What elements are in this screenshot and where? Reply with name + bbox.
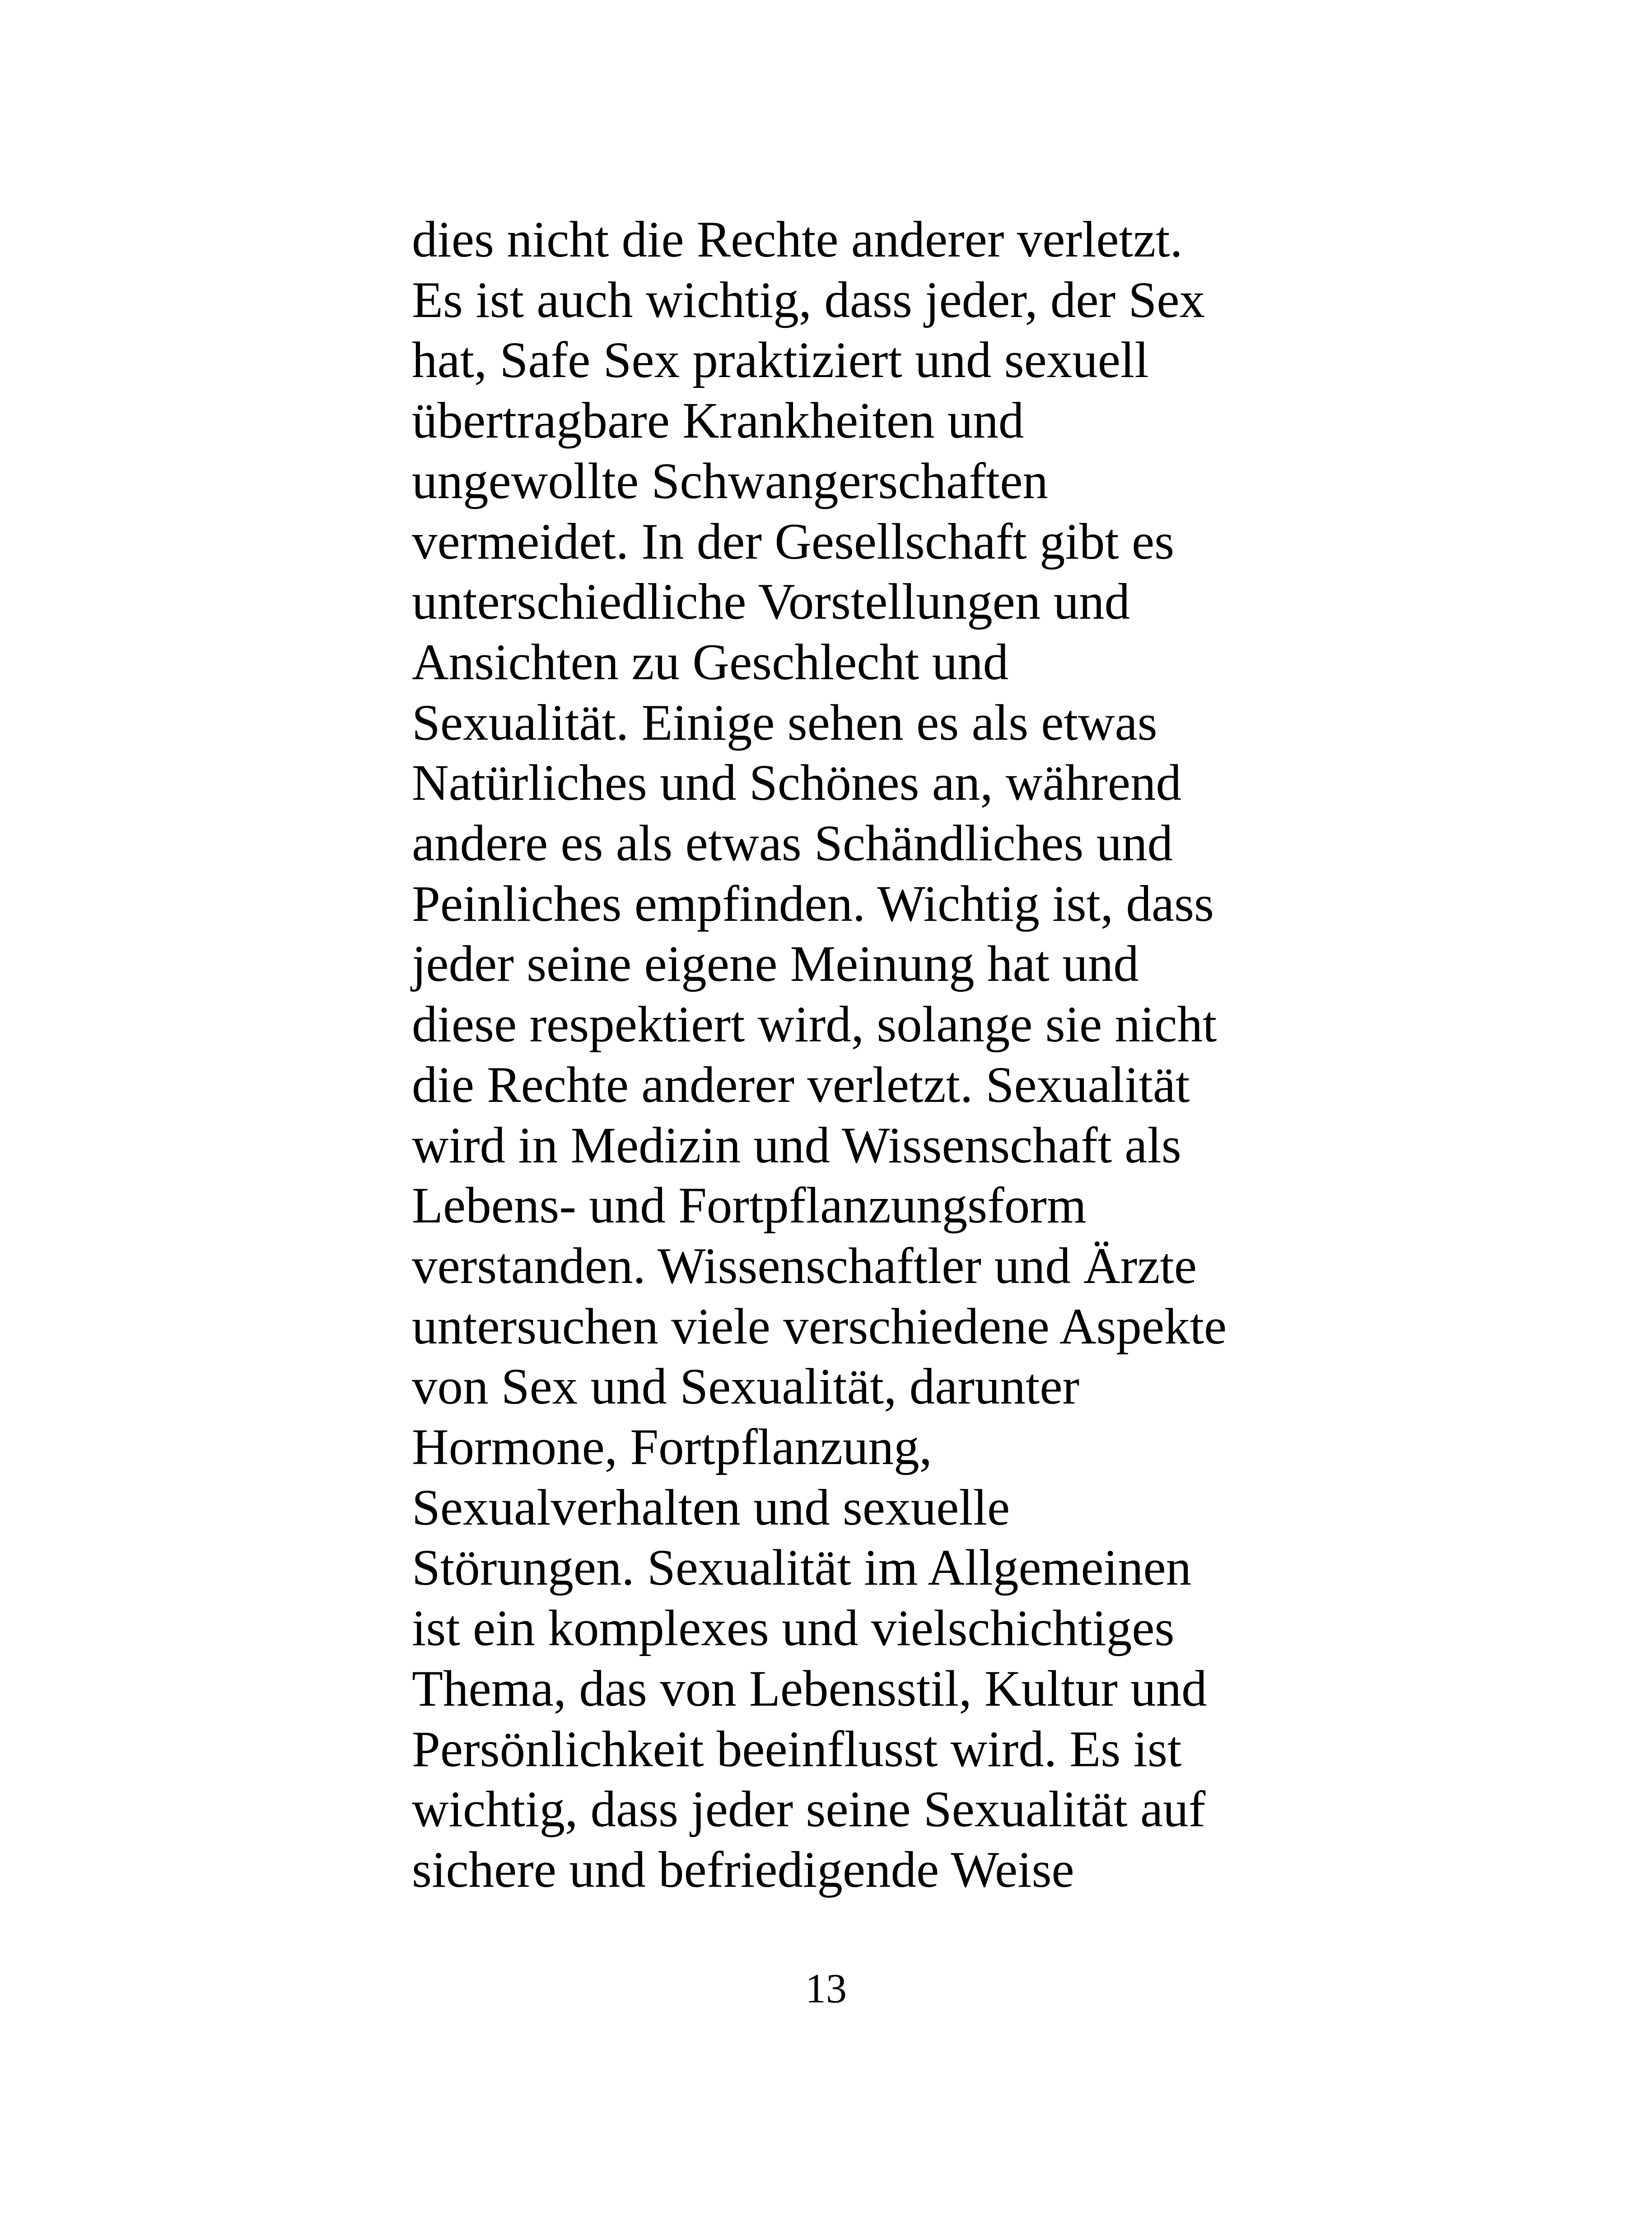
text-line: hat, Safe Sex praktiziert und sexuell <box>412 332 1149 389</box>
text-line: Natürliches und Schönes an, während <box>412 755 1181 812</box>
body-text <box>412 210 1315 1900</box>
text-line: unterschiedliche Vorstellungen und <box>412 574 1130 630</box>
text-line: Thema, das von Lebensstil, Kultur und <box>412 1660 1207 1717</box>
text-line: Persönlichkeit beeinflusst wird. Es ist <box>412 1721 1182 1777</box>
text-line: ist ein komplexes und vielschichtiges <box>412 1600 1175 1657</box>
text-line: andere es als etwas Schändliches und <box>412 815 1173 872</box>
text-line: sichere und befriedigende Weise <box>412 1841 1074 1898</box>
page-number: 13 <box>805 1965 847 2011</box>
text-line: Peinliches empfinden. Wichtig ist, dass <box>412 875 1214 932</box>
text-line: wird in Medizin und Wissenschaft als <box>412 1117 1181 1174</box>
text-line: vermeidet. In der Gesellschaft gibt es <box>412 513 1175 570</box>
text-line: Lebens- und Fortpflanzungsform <box>412 1177 1087 1234</box>
text-line: ungewollte Schwangerschaften <box>412 452 1048 509</box>
text-line: Es ist auch wichtig, dass jeder, der Sex <box>412 271 1205 328</box>
text-line: Hormone, Fortpflanzung, <box>412 1419 932 1476</box>
text-line: wichtig, dass jeder seine Sexualität auf <box>412 1781 1206 1838</box>
text-line: dies nicht die Rechte anderer verletzt. <box>412 211 1183 268</box>
text-line: untersuchen viele verschiedene Aspekte <box>412 1298 1227 1355</box>
text-line: von Sex und Sexualität, darunter <box>412 1358 1080 1415</box>
text-line: verstanden. Wissenschaftler und Ärzte <box>412 1237 1197 1294</box>
text-line: übertragbare Krankheiten und <box>412 392 1024 449</box>
text-line: Sexualverhalten und sexuelle <box>412 1479 1010 1536</box>
text-line: diese respektiert wird, solange sie nicht <box>412 996 1217 1053</box>
text-line: die Rechte anderer verletzt. Sexualität <box>412 1056 1190 1113</box>
text-line: jeder seine eigene Meinung hat und <box>412 936 1139 993</box>
text-line: Ansichten zu Geschlecht und <box>412 634 1009 690</box>
text-line: Störungen. Sexualität im Allgemeinen <box>412 1539 1192 1596</box>
text-line: Sexualität. Einige sehen es als etwas <box>412 694 1157 751</box>
